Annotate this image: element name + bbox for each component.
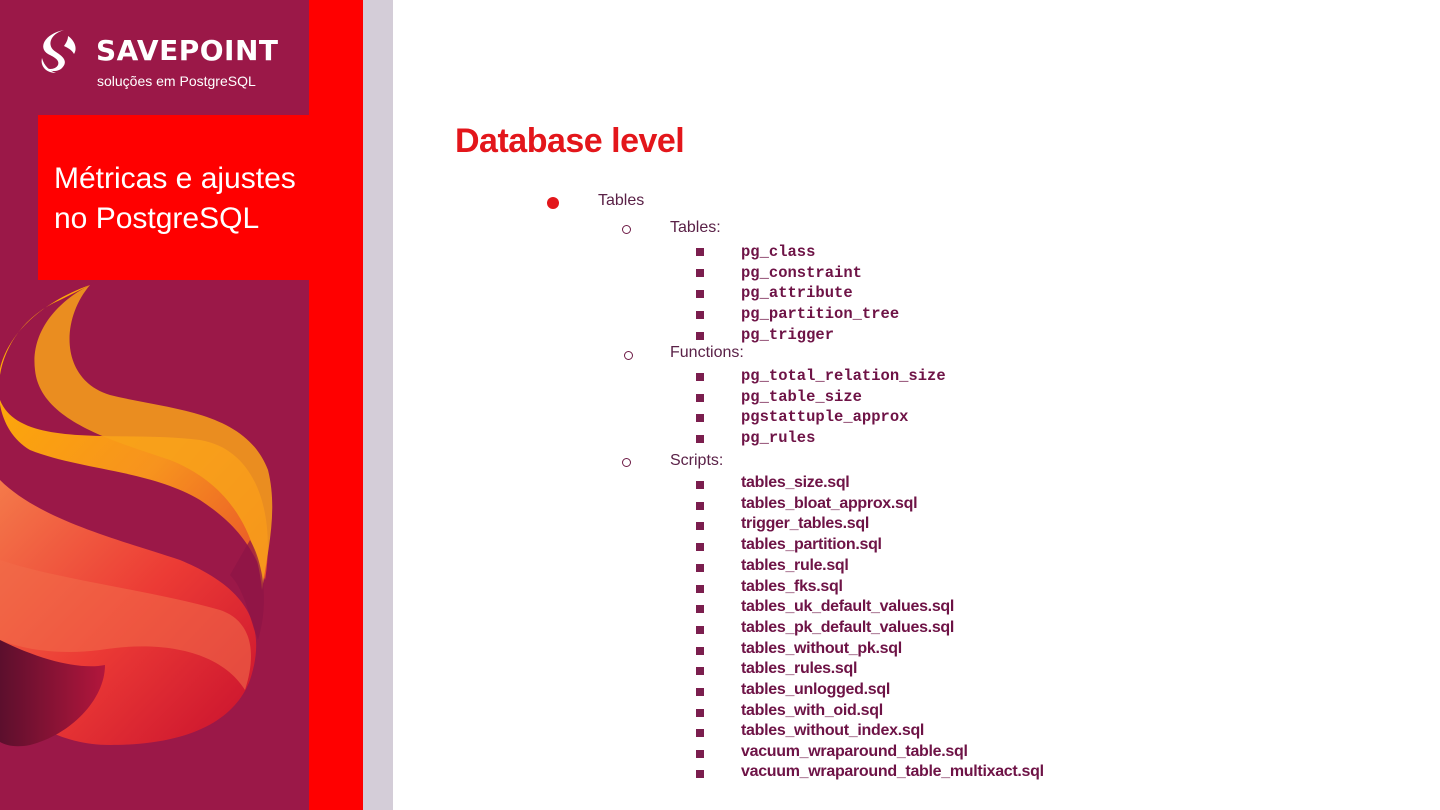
bullet-square-icon — [696, 269, 704, 277]
bullet-square-icon — [696, 435, 704, 443]
bullet-square-icon — [696, 647, 704, 655]
list-item: tables_rules.sql — [741, 660, 858, 677]
group-label-tables: Tables: — [670, 219, 721, 236]
bullet-square-icon — [696, 394, 704, 402]
bullet-square-icon — [696, 311, 704, 319]
bullet-square-icon — [696, 667, 704, 675]
bullet-circle-icon — [622, 458, 631, 467]
list-item: tables_pk_default_values.sql — [741, 619, 955, 636]
list-item: tables_partition.sql — [741, 536, 882, 553]
list-item: trigger_tables.sql — [741, 515, 869, 532]
bullet-dot-icon — [547, 197, 559, 209]
bullet-square-icon — [696, 585, 704, 593]
savepoint-s-logo-icon — [38, 28, 82, 74]
list-item: pg_attribute — [741, 284, 853, 302]
list-item: tables_without_index.sql — [741, 722, 925, 739]
bullet-square-icon — [696, 373, 704, 381]
list-item: tables_bloat_approx.sql — [741, 495, 918, 512]
bullet-square-icon — [696, 248, 704, 256]
list-item: pg_constraint — [741, 264, 862, 282]
bullet-square-icon — [696, 502, 704, 510]
list-item: tables_unlogged.sql — [741, 681, 890, 698]
list-item: vacuum_wraparound_table_multixact.sql — [741, 763, 1044, 780]
deck-title: Métricas e ajustes no PostgreSQL — [54, 162, 296, 235]
bullet-square-icon — [696, 564, 704, 572]
list-item: vacuum_wraparound_table.sql — [741, 743, 968, 760]
list-item: pg_total_relation_size — [741, 367, 946, 385]
bullet-square-icon — [696, 709, 704, 717]
bullet-square-icon — [696, 688, 704, 696]
brand-name: SAVEPOINT — [96, 34, 279, 67]
bullet-square-icon — [696, 414, 704, 422]
slide-heading: Database level — [455, 122, 685, 160]
list-item: tables_fks.sql — [741, 578, 843, 595]
bullet-square-icon — [696, 605, 704, 613]
bullet-square-icon — [696, 481, 704, 489]
bullet-tables: Tables — [598, 192, 645, 209]
list-item: tables_rule.sql — [741, 557, 849, 574]
list-item: pg_partition_tree — [741, 305, 900, 323]
bullet-square-icon — [696, 543, 704, 551]
grey-band — [363, 0, 393, 810]
bullet-square-icon — [696, 750, 704, 758]
bullet-square-icon — [696, 770, 704, 778]
list-item: tables_uk_default_values.sql — [741, 598, 955, 615]
group-label-functions: Functions: — [670, 344, 744, 361]
bullet-square-icon — [696, 522, 704, 530]
bullet-square-icon — [696, 290, 704, 298]
list-item: pgstattuple_approx — [741, 408, 909, 426]
list-item: tables_with_oid.sql — [741, 702, 883, 719]
list-item: tables_without_pk.sql — [741, 640, 902, 657]
group-label-scripts: Scripts: — [670, 452, 724, 469]
bullet-square-icon — [696, 332, 704, 340]
deck-title-box — [38, 115, 363, 280]
brand-logo — [38, 26, 298, 96]
list-item: pg_trigger — [741, 326, 835, 344]
bullet-square-icon — [696, 729, 704, 737]
list-item: tables_size.sql — [741, 474, 850, 491]
bullet-circle-icon — [622, 225, 631, 234]
list-item: pg_table_size — [741, 388, 862, 406]
list-item: pg_rules — [741, 429, 816, 447]
list-item: pg_class — [741, 243, 816, 261]
bullet-square-icon — [696, 626, 704, 634]
bullet-circle-icon — [624, 351, 633, 360]
brand-tagline: soluções em PostgreSQL — [97, 73, 256, 89]
